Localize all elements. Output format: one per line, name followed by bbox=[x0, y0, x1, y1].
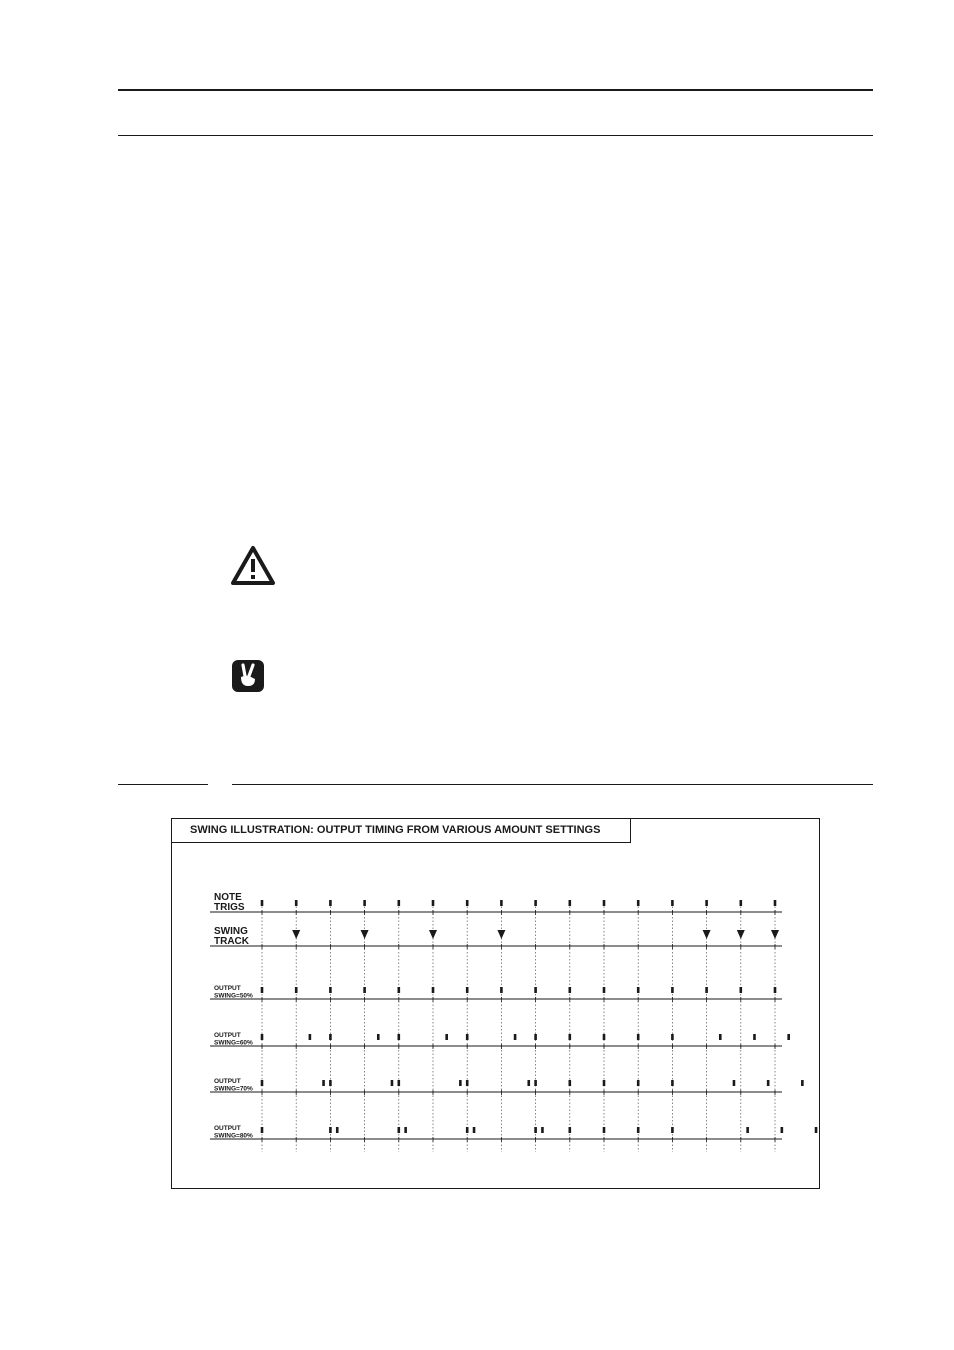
trig-mark-0-4 bbox=[363, 900, 366, 906]
trig-mark-4-9 bbox=[534, 1080, 537, 1086]
trig-mark-4-8 bbox=[527, 1080, 530, 1086]
trig-mark-5-1 bbox=[261, 1127, 264, 1133]
trig-mark-5-13 bbox=[671, 1127, 674, 1133]
trig-mark-3-1 bbox=[261, 1034, 264, 1040]
trig-mark-3-5 bbox=[398, 1034, 401, 1040]
trig-mark-0-13 bbox=[671, 900, 674, 906]
trig-mark-5-2 bbox=[336, 1127, 339, 1133]
trig-mark-5-6 bbox=[473, 1127, 476, 1133]
trig-mark-2-8 bbox=[500, 987, 503, 993]
track-label-5-1: SWING=80% bbox=[214, 1132, 253, 1140]
trig-mark-0-7 bbox=[466, 900, 469, 906]
trig-mark-2-2 bbox=[295, 987, 298, 993]
trig-mark-0-5 bbox=[398, 900, 401, 906]
trig-mark-0-15 bbox=[740, 900, 743, 906]
trig-mark-2-14 bbox=[705, 987, 708, 993]
section-rule-left bbox=[118, 784, 208, 785]
trig-mark-4-6 bbox=[459, 1080, 462, 1086]
trig-mark-3-4 bbox=[377, 1034, 380, 1040]
trig-mark-2-11 bbox=[603, 987, 606, 993]
track-label-3-1: SWING=60% bbox=[214, 1039, 253, 1047]
trig-mark-4-1 bbox=[261, 1080, 264, 1086]
trig-mark-3-14 bbox=[719, 1034, 722, 1040]
trig-mark-4-16 bbox=[801, 1080, 804, 1086]
trig-mark-5-15 bbox=[781, 1127, 784, 1133]
trig-mark-4-13 bbox=[671, 1080, 674, 1086]
track-label-0-0: NOTE bbox=[214, 892, 242, 903]
track-1 bbox=[210, 926, 782, 949]
trig-mark-3-16 bbox=[787, 1034, 790, 1040]
trig-mark-3-13 bbox=[671, 1034, 674, 1040]
swing-marker-4 bbox=[361, 930, 369, 939]
trig-mark-5-16 bbox=[815, 1127, 818, 1133]
trig-mark-2-12 bbox=[637, 987, 640, 993]
trig-mark-2-9 bbox=[534, 987, 537, 993]
swing-marker-8 bbox=[497, 930, 505, 939]
trig-mark-5-9 bbox=[534, 1127, 537, 1133]
trig-mark-4-10 bbox=[569, 1080, 572, 1086]
trig-mark-2-5 bbox=[398, 987, 401, 993]
trig-mark-3-3 bbox=[329, 1034, 332, 1040]
trig-mark-5-11 bbox=[603, 1127, 606, 1133]
trig-mark-2-15 bbox=[740, 987, 743, 993]
trig-mark-4-3 bbox=[329, 1080, 332, 1086]
track-2 bbox=[210, 985, 782, 1002]
trig-mark-4-4 bbox=[391, 1080, 394, 1086]
trig-mark-5-5 bbox=[398, 1127, 401, 1133]
trig-mark-5-7 bbox=[466, 1127, 469, 1133]
trig-mark-2-7 bbox=[466, 987, 469, 993]
trig-mark-3-15 bbox=[753, 1034, 756, 1040]
track-3 bbox=[210, 1032, 790, 1049]
trig-mark-3-8 bbox=[514, 1034, 517, 1040]
trig-mark-4-15 bbox=[767, 1080, 770, 1086]
swing-marker-2 bbox=[292, 930, 300, 939]
trig-mark-4-7 bbox=[466, 1080, 469, 1086]
trig-mark-4-11 bbox=[603, 1080, 606, 1086]
trig-mark-0-12 bbox=[637, 900, 640, 906]
swing-illustration-figure bbox=[171, 818, 820, 1189]
track-5 bbox=[210, 1125, 817, 1142]
trig-mark-0-2 bbox=[295, 900, 298, 906]
swing-marker-6 bbox=[429, 930, 437, 939]
track-label-2-0: OUTPUT bbox=[214, 985, 241, 992]
trig-mark-0-16 bbox=[774, 900, 777, 906]
trig-mark-3-11 bbox=[603, 1034, 606, 1040]
track-label-0-1: TRIGS bbox=[214, 902, 245, 913]
track-label-3-0: OUTPUT bbox=[214, 1032, 241, 1039]
trig-mark-2-10 bbox=[569, 987, 572, 993]
trig-mark-3-6 bbox=[445, 1034, 448, 1040]
swing-marker-15 bbox=[737, 930, 745, 939]
trig-mark-0-14 bbox=[705, 900, 708, 906]
trig-mark-4-2 bbox=[322, 1080, 325, 1086]
trig-mark-2-13 bbox=[671, 987, 674, 993]
trig-mark-2-6 bbox=[432, 987, 435, 993]
trig-mark-0-10 bbox=[569, 900, 572, 906]
trig-mark-3-12 bbox=[637, 1034, 640, 1040]
trig-mark-5-14 bbox=[746, 1127, 749, 1133]
trig-mark-0-1 bbox=[261, 900, 264, 906]
trig-mark-4-14 bbox=[733, 1080, 736, 1086]
trig-mark-5-3 bbox=[329, 1127, 332, 1133]
trig-mark-3-7 bbox=[466, 1034, 469, 1040]
trig-mark-5-8 bbox=[541, 1127, 544, 1133]
trig-mark-5-10 bbox=[569, 1127, 572, 1133]
trig-mark-0-11 bbox=[603, 900, 606, 906]
track-label-4-0: OUTPUT bbox=[214, 1078, 241, 1085]
section-rule-right bbox=[232, 784, 873, 785]
trig-mark-3-9 bbox=[534, 1034, 537, 1040]
warning-triangle-icon bbox=[230, 545, 276, 587]
track-label-1-0: SWING bbox=[214, 926, 248, 937]
trig-mark-0-9 bbox=[534, 900, 537, 906]
figure-title: SWING ILLUSTRATION: OUTPUT TIMING FROM VARIOUS AMOUNT SETTINGS bbox=[172, 819, 631, 843]
track-label-2-1: SWING=50% bbox=[214, 992, 253, 1000]
track-0 bbox=[210, 892, 782, 915]
track-4 bbox=[210, 1078, 804, 1095]
trig-mark-3-10 bbox=[569, 1034, 572, 1040]
track-label-1-1: TRACK bbox=[214, 936, 249, 947]
swing-marker-14 bbox=[703, 930, 711, 939]
trig-mark-0-6 bbox=[432, 900, 435, 906]
track-label-5-0: OUTPUT bbox=[214, 1125, 241, 1132]
timing-diagram bbox=[172, 819, 819, 1188]
trig-mark-2-16 bbox=[774, 987, 777, 993]
trig-mark-3-2 bbox=[309, 1034, 312, 1040]
trig-mark-0-8 bbox=[500, 900, 503, 906]
trig-mark-2-3 bbox=[329, 987, 332, 993]
trig-mark-5-4 bbox=[404, 1127, 407, 1133]
peace-hand-icon bbox=[232, 660, 264, 692]
trig-mark-4-5 bbox=[398, 1080, 401, 1086]
trig-mark-0-3 bbox=[329, 900, 332, 906]
track-label-4-1: SWING=70% bbox=[214, 1085, 253, 1093]
header-rule-top bbox=[118, 89, 873, 91]
trig-mark-4-12 bbox=[637, 1080, 640, 1086]
swing-marker-16 bbox=[771, 930, 779, 939]
trig-mark-2-4 bbox=[363, 987, 366, 993]
trig-mark-5-12 bbox=[637, 1127, 640, 1133]
trig-mark-2-1 bbox=[261, 987, 264, 993]
header-rule-bottom bbox=[118, 135, 873, 136]
